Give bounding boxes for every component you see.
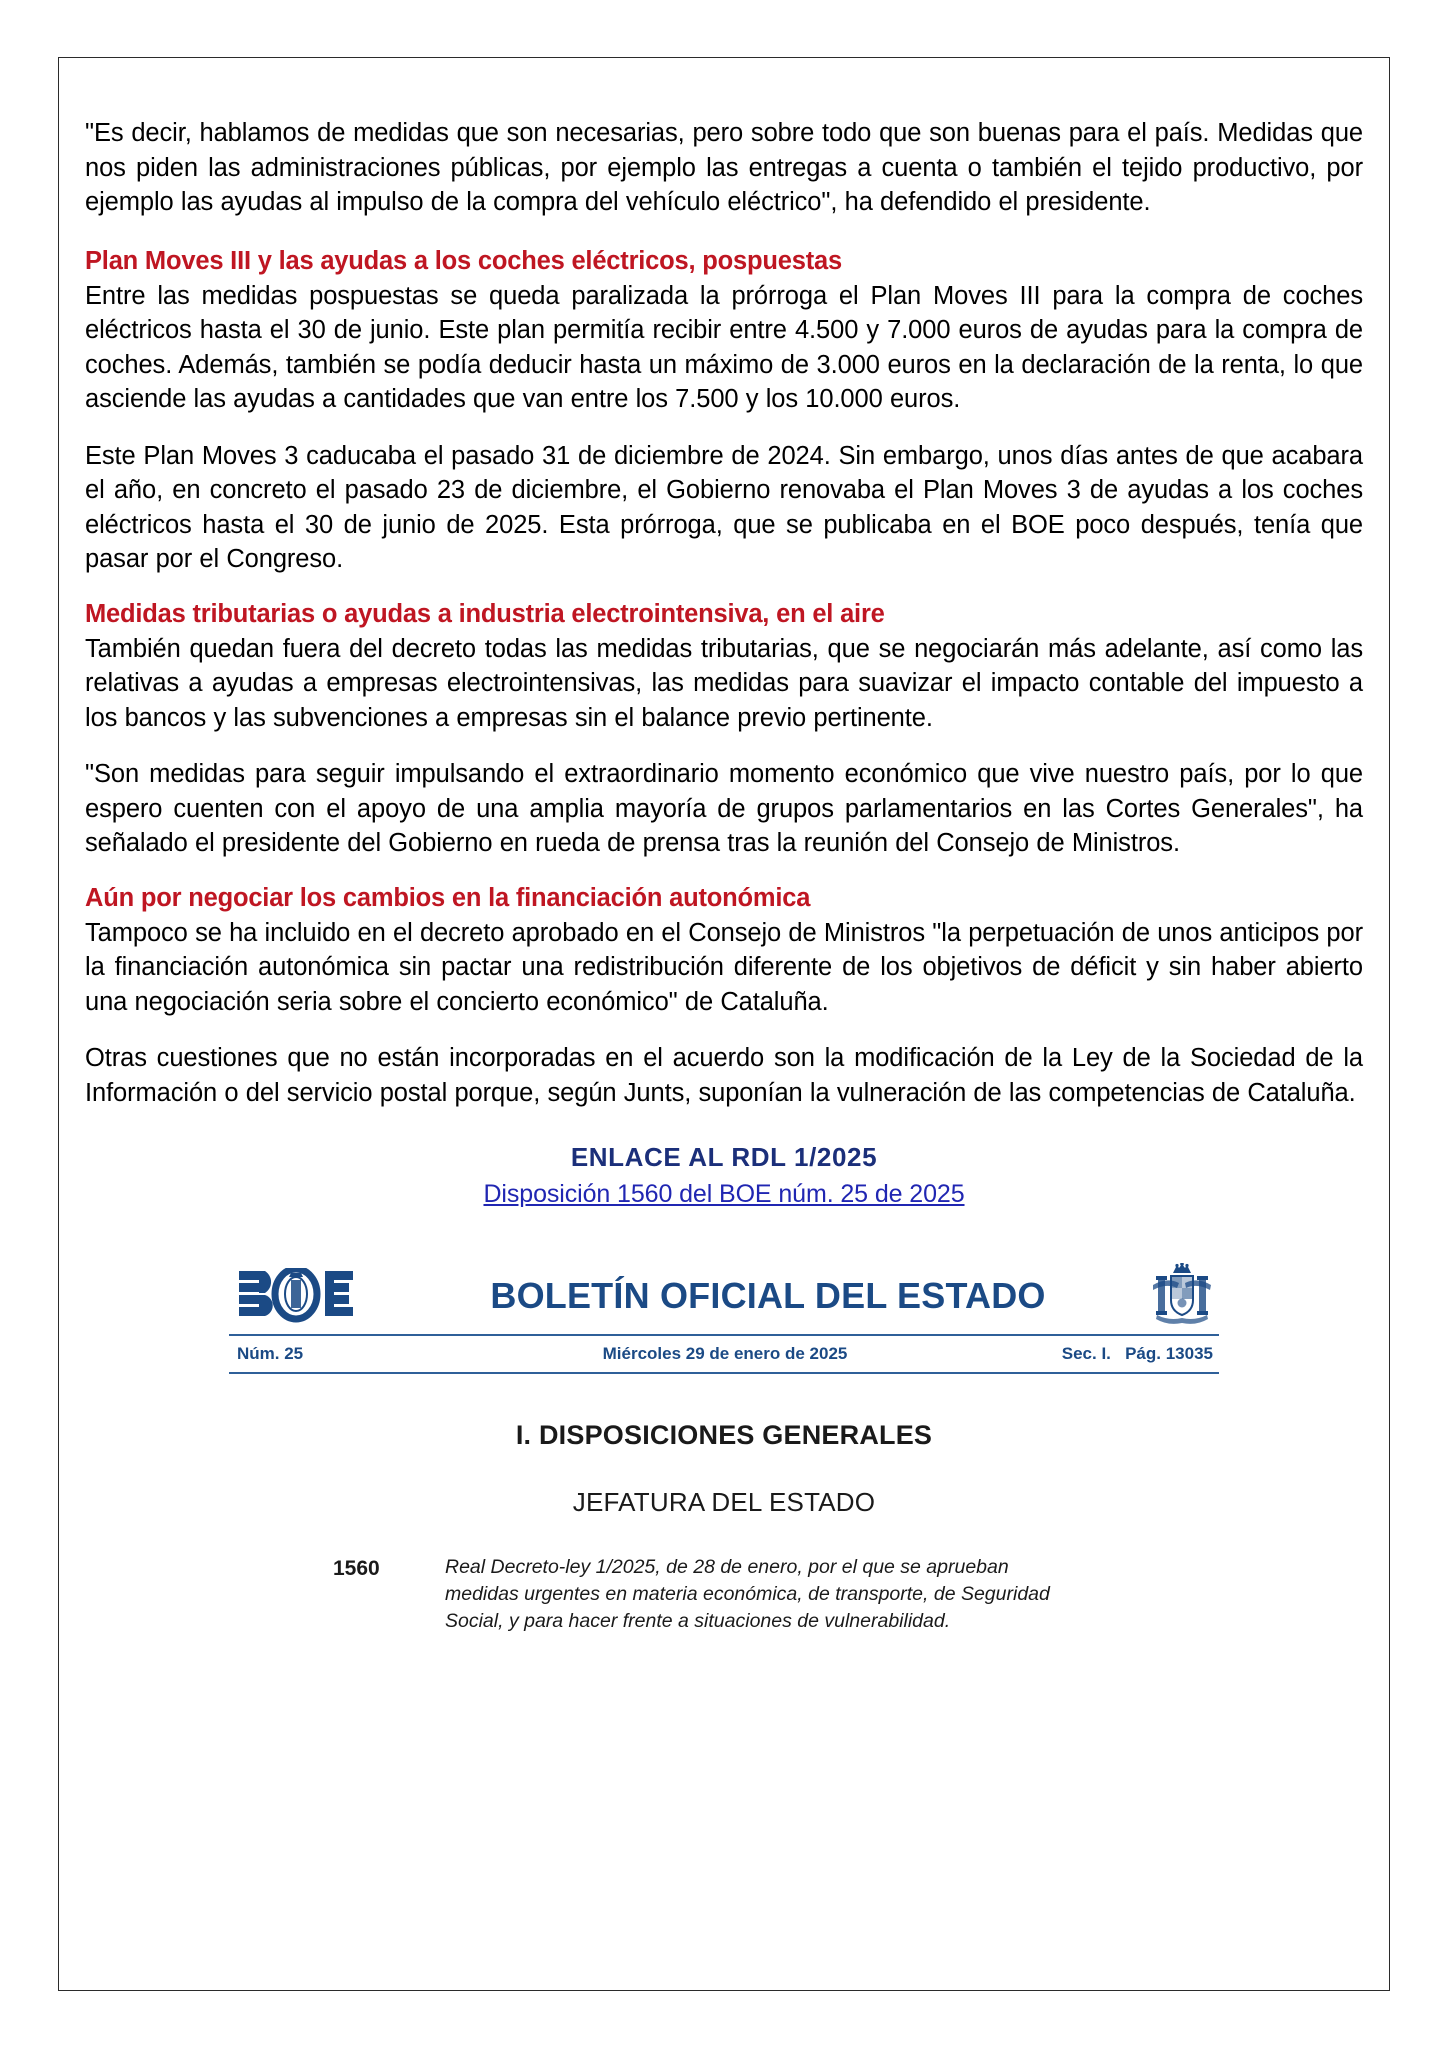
boe-organism-title: JEFATURA DEL ESTADO: [572, 1487, 876, 1517]
boe-entry: [229, 1554, 1219, 1635]
boe-masthead-title: BOLETÍN OFICIAL DEL ESTADO: [490, 1275, 1046, 1316]
boe-rule-bottom: [229, 1372, 1219, 1374]
boe-logo-icon: [237, 1268, 355, 1324]
paragraph-financiacion-2: Otras cuestiones que no están incorporadas en el acuerdo son la modificación de la Ley de la Sociedad de la Información o del servicio postal porque, según Junts, suponían la vulneración de las competencias de Cataluña.: [85, 1044, 1363, 1107]
spain-coat-of-arms-icon: [1151, 1263, 1213, 1329]
document-page: [58, 57, 1390, 1991]
boe-entry-text: Real Decreto-ley 1/2025, de 28 de enero, por el que se aprueban medidas urgentes en materia económica, de transporte, de Seguridad Social, y para hacer frente a situaciones de vulnerabilidad.: [445, 1556, 1050, 1632]
link-block: [85, 1140, 1363, 1212]
paragraph-moves-2: Este Plan Moves 3 caducaba el pasado 31 de diciembre de 2024. Sin embargo, unos días antes de que acabara el año, en concreto el pasado 23 de diciembre, el Gobierno renovaba el Plan Moves 3 de ayudas a los coches eléctricos hasta el 30 de junio de 2025. Esta prórroga, que se publicaba en el BOE poco después, tenía que pasar por el Congreso.: [85, 441, 1363, 573]
boe-masthead: [229, 1260, 1219, 1332]
page-content: [85, 116, 1363, 1635]
paragraph-tributarias-1: También quedan fuera del decreto todas las medidas tributarias, que se negociarán más adelante, así como las relativas a ayudas a empresas electrointensivas, las medidas para suavizar el impacto contable del impuesto a los bancos y las subvenciones a empresas sin el balance previo pertinente.: [85, 634, 1363, 732]
paragraph-intro-quote: "Es decir, hablamos de medidas que son necesarias, pero sobre todo que son buenas para el país. Medidas que nos piden las administraciones públicas, por ejemplo las entregas a cuenta o también el tejido productivo, por ejemplo las ayudas al impulso de la compra del vehículo eléctrico", ha defendido el presidente.: [85, 119, 1363, 216]
boe-seccion-pagina: Sec. I. Pág. 13035: [1061, 1344, 1213, 1363]
boe-fecha: Miércoles 29 de enero de 2025: [602, 1344, 848, 1363]
heading-plan-moves: Plan Moves III y las ayudas a los coches eléctricos, pospuestas: [85, 246, 842, 275]
boe-numero: Núm. 25: [237, 1344, 304, 1363]
boe-meta-bar: [229, 1336, 1219, 1372]
paragraph-tributarias-2: "Son medidas para seguir impulsando el extraordinario momento económico que vive nuestro país, por lo que espero cuenten con el apoyo de una amplia mayoría de grupos parlamentarios en las Cortes Generales", ha señalado el presidente del Gobierno en rueda de prensa tras la reunión del Consejo de Ministros.: [85, 760, 1363, 857]
boe-clipping: [229, 1260, 1219, 1635]
boe-logo: [237, 1268, 355, 1324]
paragraph-financiacion-1: Tampoco se ha incluido en el decreto aprobado en el Consejo de Ministros "la perpetuación de unos anticipos por la financiación autonómica sin pactar una redistribución diferente de los objetivos de déficit y sin haber abierto una negociación seria sobre el concierto económico" de Cataluña.: [85, 918, 1363, 1016]
paragraph-moves-1: Entre las medidas pospuestas se queda paralizada la prórroga el Plan Moves III para la compra de coches eléctricos hasta el 30 de junio. Este plan permitía recibir entre 4.500 y 7.000 euros de ayudas para la compra de coches. Además, también se podía deducir hasta un máximo de 3.000 euros en la declaración de la renta, lo que asciende las ayudas a cantidades que van entre los 7.500 y los 10.000 euros.: [85, 281, 1363, 413]
boe-section-title: I. DISPOSICIONES GENERALES: [515, 1420, 933, 1450]
heading-medidas-tributarias: Medidas tributarias o ayudas a industria electrointensiva, en el aire: [85, 599, 885, 628]
boe-disposition-link[interactable]: Disposición 1560 del BOE núm. 25 de 2025: [483, 1180, 965, 1208]
heading-financiacion-autonomica: Aún por negociar los cambios en la financiación autonómica: [85, 883, 811, 912]
boe-entry-number: 1560: [333, 1557, 380, 1580]
link-block-title: ENLACE AL RDL 1/2025: [570, 1142, 878, 1172]
